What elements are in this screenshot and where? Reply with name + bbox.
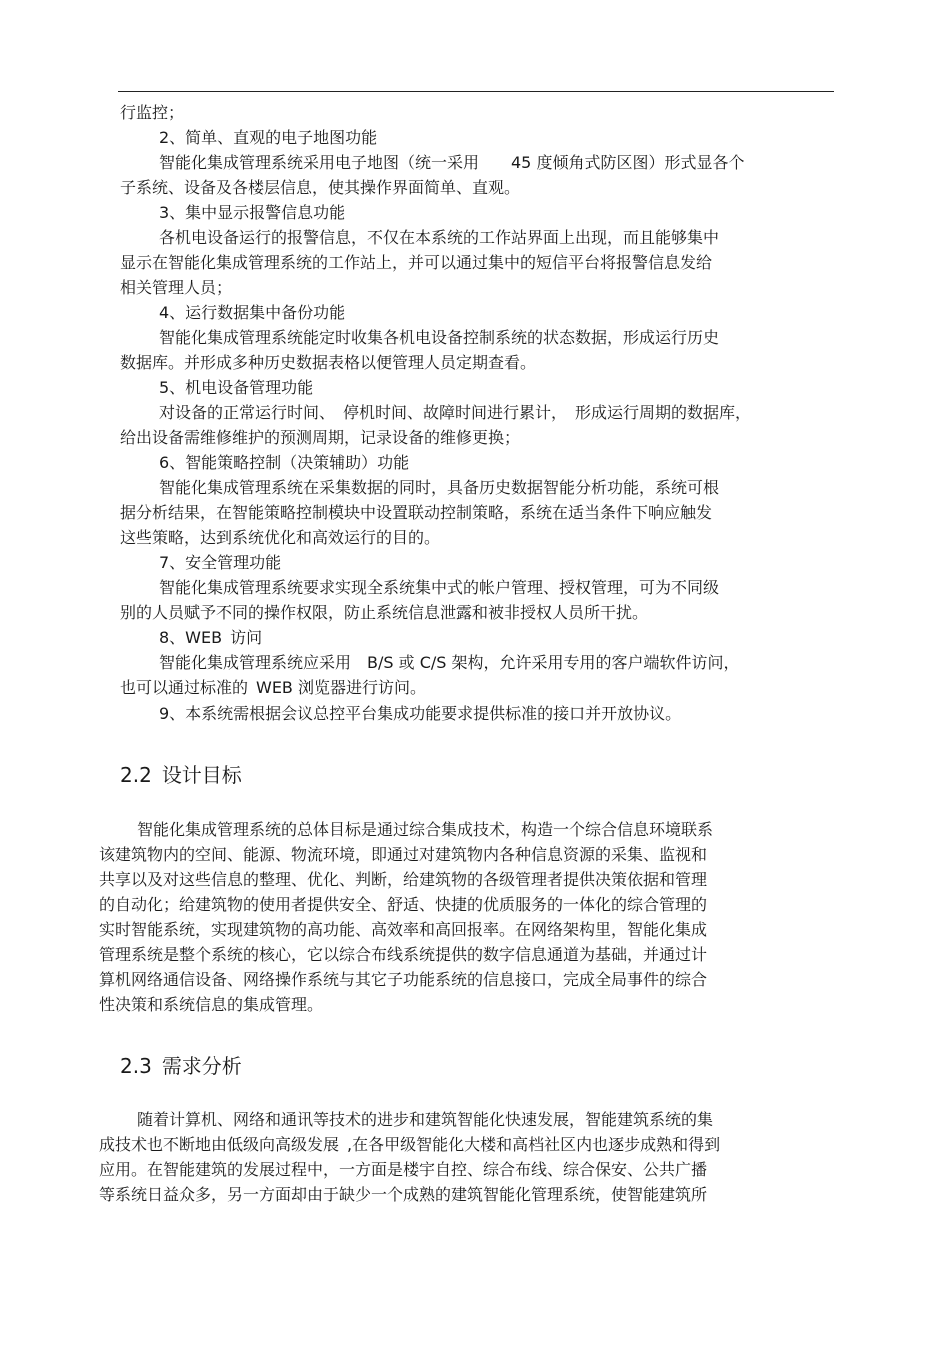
text-line: 相关管理人员； [120, 278, 233, 297]
list-heading: 5、机电设备管理功能 [159, 378, 314, 397]
text-line: 等系统日益众多，另一方面却由于缺少一个成熟的建筑智能化管理系统，使智能建筑所 [99, 1185, 708, 1204]
text-line: 随着计算机、网络和通讯等技术的进步和建筑智能化快速发展，智能建筑系统的集 [137, 1110, 714, 1129]
section-title: 需求分析 [161, 1054, 242, 1078]
list-heading: 8、WEB 访问 [159, 628, 263, 647]
text-line: 数据库。并形成多种历史数据表格以便管理人员定期查看。 [120, 353, 537, 372]
text-line: 性决策和系统信息的集成管理。 [99, 995, 324, 1014]
section-heading [120, 762, 242, 788]
text-line: 智能化集成管理系统在采集数据的同时，具备历史数据智能分析功能，系统可根 [159, 478, 720, 497]
text-line: 管理系统是整个系统的核心，它以综合布线系统提供的数字信息通道为基础，并通过计 [99, 945, 708, 964]
section-number: 2.2 [120, 763, 152, 787]
text-line: 子系统、设备及各楼层信息，使其操作界面简单、直观。 [120, 178, 521, 197]
text-line: 显示在智能化集成管理系统的工作站上，并可以通过集中的短信平台将报警信息发给 [120, 253, 713, 272]
text-line: 成技术也不断地由低级向高级发展 ,在各甲级智能化大楼和高档社区内也逐步成熟和得到 [99, 1135, 721, 1154]
text-line: 给出设备需维修维护的预测周期，记录设备的维修更换； [120, 428, 521, 447]
text-line: 应用。在智能建筑的发展过程中，一方面是楼宇自控、综合布线、综合保安、公共广播 [99, 1160, 708, 1179]
text-line: 实时智能系统，实现建筑物的高功能、高效率和高回报率。在网络架构里，智能化集成 [99, 920, 708, 939]
text-line: 行监控； [120, 103, 185, 122]
text-line: 别的人员赋予不同的操作权限，防止系统信息泄露和被非授权人员所干扰。 [120, 603, 649, 622]
text-line: 该建筑物内的空间、能源、物流环境，即通过对建筑物内各种信息资源的采集、监视和 [99, 845, 708, 864]
text-line: 智能化集成管理系统的总体目标是通过综合集成技术，构造一个综合信息环境联系 [137, 820, 714, 839]
text-line: 的自动化；给建筑物的使用者提供安全、舒适、快捷的优质服务的一体化的综合管理的 [99, 895, 708, 914]
list-heading: 7、安全管理功能 [159, 553, 282, 572]
text-line: 各机电设备运行的报警信息，不仅在本系统的工作站界面上出现，而且能够集中 [159, 228, 720, 247]
header-rule [118, 91, 834, 92]
text-line: 智能化集成管理系统要求实现全系统集中式的帐户管理、授权管理，可为不同级 [159, 578, 720, 597]
list-heading: 4、运行数据集中备份功能 [159, 303, 346, 322]
text-line: 对设备的正常运行时间、 停机时间、故障时间进行累计， 形成运行周期的数据库， [159, 403, 752, 422]
text-line: 算机网络通信设备、网络操作系统与其它子功能系统的信息接口，完成全局事件的综合 [99, 970, 708, 989]
section-heading [120, 1053, 242, 1079]
text-line: 智能化集成管理系统能定时收集各机电设备控制系统的状态数据，形成运行历史 [159, 328, 720, 347]
text-line: 智能化集成管理系统应采用 B/S 或 C/S 架构，允许采用专用的客户端软件访问， [159, 653, 740, 672]
list-heading: 9、本系统需根据会议总控平台集成功能要求提供标准的接口并开放协议。 [159, 704, 682, 723]
text-line: 据分析结果，在智能策略控制模块中设置联动控制策略，系统在适当条件下响应触发 [120, 503, 713, 522]
list-heading: 2、简单、直观的电子地图功能 [159, 128, 378, 147]
list-heading: 3、集中显示报警信息功能 [159, 203, 346, 222]
text-line: 智能化集成管理系统采用电子地图（统一采用 45 度倾角式防区图）形式显各个 [159, 153, 745, 172]
text-line: 也可以通过标准的 WEB 浏览器进行访问。 [120, 678, 426, 697]
text-line: 这些策略，达到系统优化和高效运行的目的。 [120, 528, 441, 547]
section-number: 2.3 [120, 1054, 152, 1078]
text-line: 共享以及对这些信息的整理、优化、判断，给建筑物的各级管理者提供决策依据和管理 [99, 870, 708, 889]
section-title: 设计目标 [161, 763, 242, 787]
list-heading: 6、智能策略控制（决策辅助）功能 [159, 453, 410, 472]
